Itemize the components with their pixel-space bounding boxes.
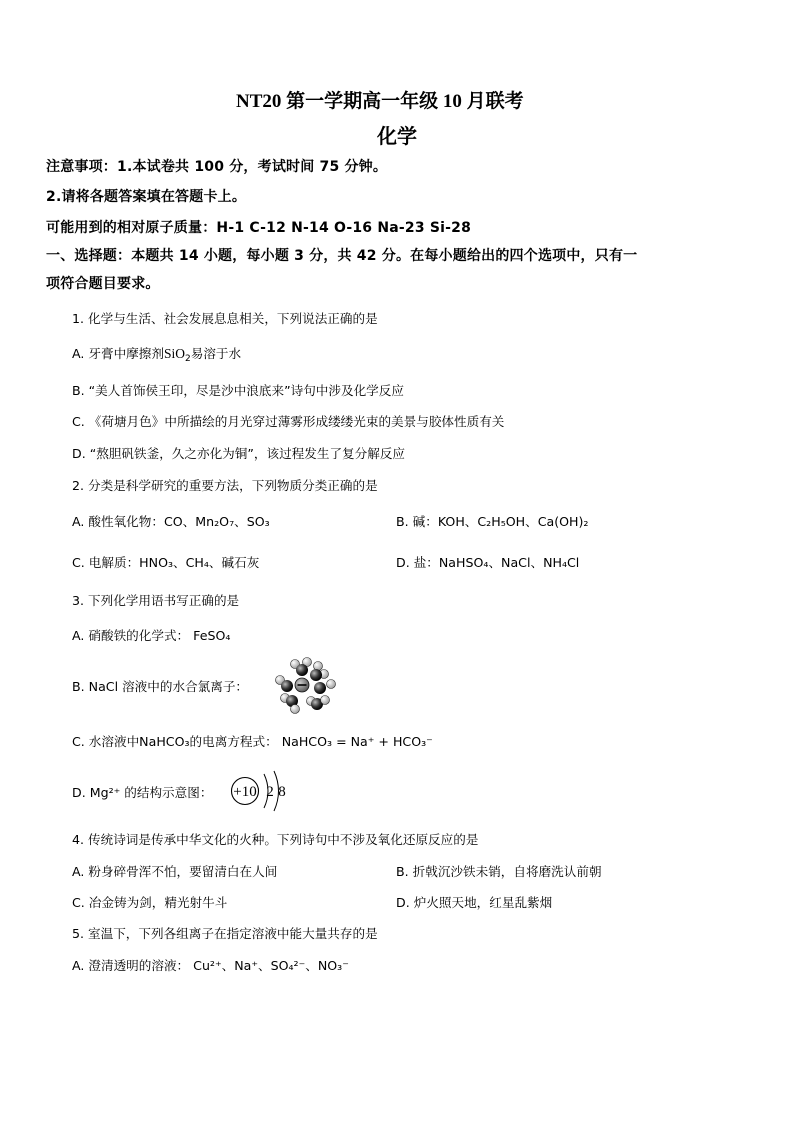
exam-title: NT20 第一学期高一年级 10 月联考: [236, 91, 524, 112]
mg-shell-1-count: 2: [266, 784, 274, 800]
hydrated-chloride-ion-diagram: [274, 656, 338, 714]
q1-option-d: D. “熬胆矾铁釜，久之亦化为铜”，该过程发生了复分解反应: [72, 446, 406, 461]
q1-option-c: C. 《荷塘月色》中所描绘的月光穿过薄雾形成缕缕光束的美景与胶体性质有关: [72, 414, 505, 429]
q1-option-a-tail: 易溶于水: [190, 346, 242, 361]
q4-stem: 4. 传统诗词是传承中华文化的火种。下列诗句中不涉及氧化还原反应的是: [72, 832, 479, 847]
q4-option-d: D. 炉火照天地，红星乱紫烟: [396, 895, 553, 910]
mg-nucleus-charge: +10: [233, 784, 257, 800]
subject-title: 化学: [377, 126, 417, 148]
q5-option-a: A. 澄清透明的溶液： Cu²⁺、Na⁺、SO₄²⁻、NO₃⁻: [72, 958, 349, 973]
q1-option-a-subscript: 2: [184, 354, 191, 364]
mg-shell-2-count: 8: [278, 784, 286, 800]
q1-option-a-text: A. 牙膏中摩擦剂: [72, 346, 164, 361]
q3-stem: 3. 下列化学用语书写正确的是: [72, 593, 240, 608]
q4-option-b: B. 折戟沉沙铁未销，自将磨洗认前朝: [396, 864, 602, 879]
q1-option-a: [72, 343, 241, 364]
q1-option-b: B. “美人首饰侯王印，尽是沙中浪底来”诗句中涉及化学反应: [72, 383, 404, 398]
q2-option-b: B. 碱：KOH、C₂H₅OH、Ca(OH)₂: [396, 514, 589, 529]
section-heading-line-2: 项符合题目要求。: [46, 276, 160, 292]
notice-item-1: 1.本试卷共 100 分，考试时间 75 分钟。: [117, 159, 388, 175]
q2-stem: 2. 分类是科学研究的重要方法，下列物质分类正确的是: [72, 478, 378, 493]
atomic-mass-line: 可能用到的相对原子质量：H-1 C-12 N-14 O-16 Na-23 Si-28: [46, 220, 472, 236]
q3-option-d: D. Mg²⁺ 的结构示意图：: [72, 785, 213, 800]
q2-option-d: D. 盐：NaHSO₄、NaCl、NH₄Cl: [396, 555, 580, 570]
notice-line-1: [46, 156, 387, 176]
q5-stem: 5. 室温下，下列各组离子在指定溶液中能大量共存的是: [72, 926, 378, 941]
q3-option-b: B. NaCl 溶液中的水合氯离子：: [72, 679, 249, 694]
notice-line-2: 2.请将各题答案填在答题卡上。: [46, 189, 247, 205]
q1-stem: 1. 化学与生活、社会发展息息相关，下列说法正确的是: [72, 311, 378, 326]
q2-option-a: A. 酸性氧化物：CO、Mn₂O₇、SO₃: [72, 514, 270, 529]
notice-label: 注意事项：: [46, 159, 117, 175]
q4-option-a: A. 粉身碎骨浑不怕，要留清白在人间: [72, 864, 278, 879]
q2-option-c: C. 电解质：HNO₃、CH₄、碱石灰: [72, 555, 260, 570]
section-heading-line-1: 一、选择题：本题共 14 小题，每小题 3 分，共 42 分。在每小题给出的四个选项中，只有一: [46, 248, 638, 264]
q3-option-a: A. 硝酸铁的化学式： FeSO₄: [72, 628, 231, 643]
q4-option-c: C. 冶金铸为剑，精光射牛斗: [72, 895, 228, 910]
q1-option-a-formula: SiO: [163, 346, 185, 361]
q3-option-c: C. 水溶液中NaHCO₃的电离方程式： NaHCO₃ = Na⁺ + HCO₃⁻: [72, 734, 433, 749]
mg-ion-structure-diagram: [226, 768, 296, 814]
